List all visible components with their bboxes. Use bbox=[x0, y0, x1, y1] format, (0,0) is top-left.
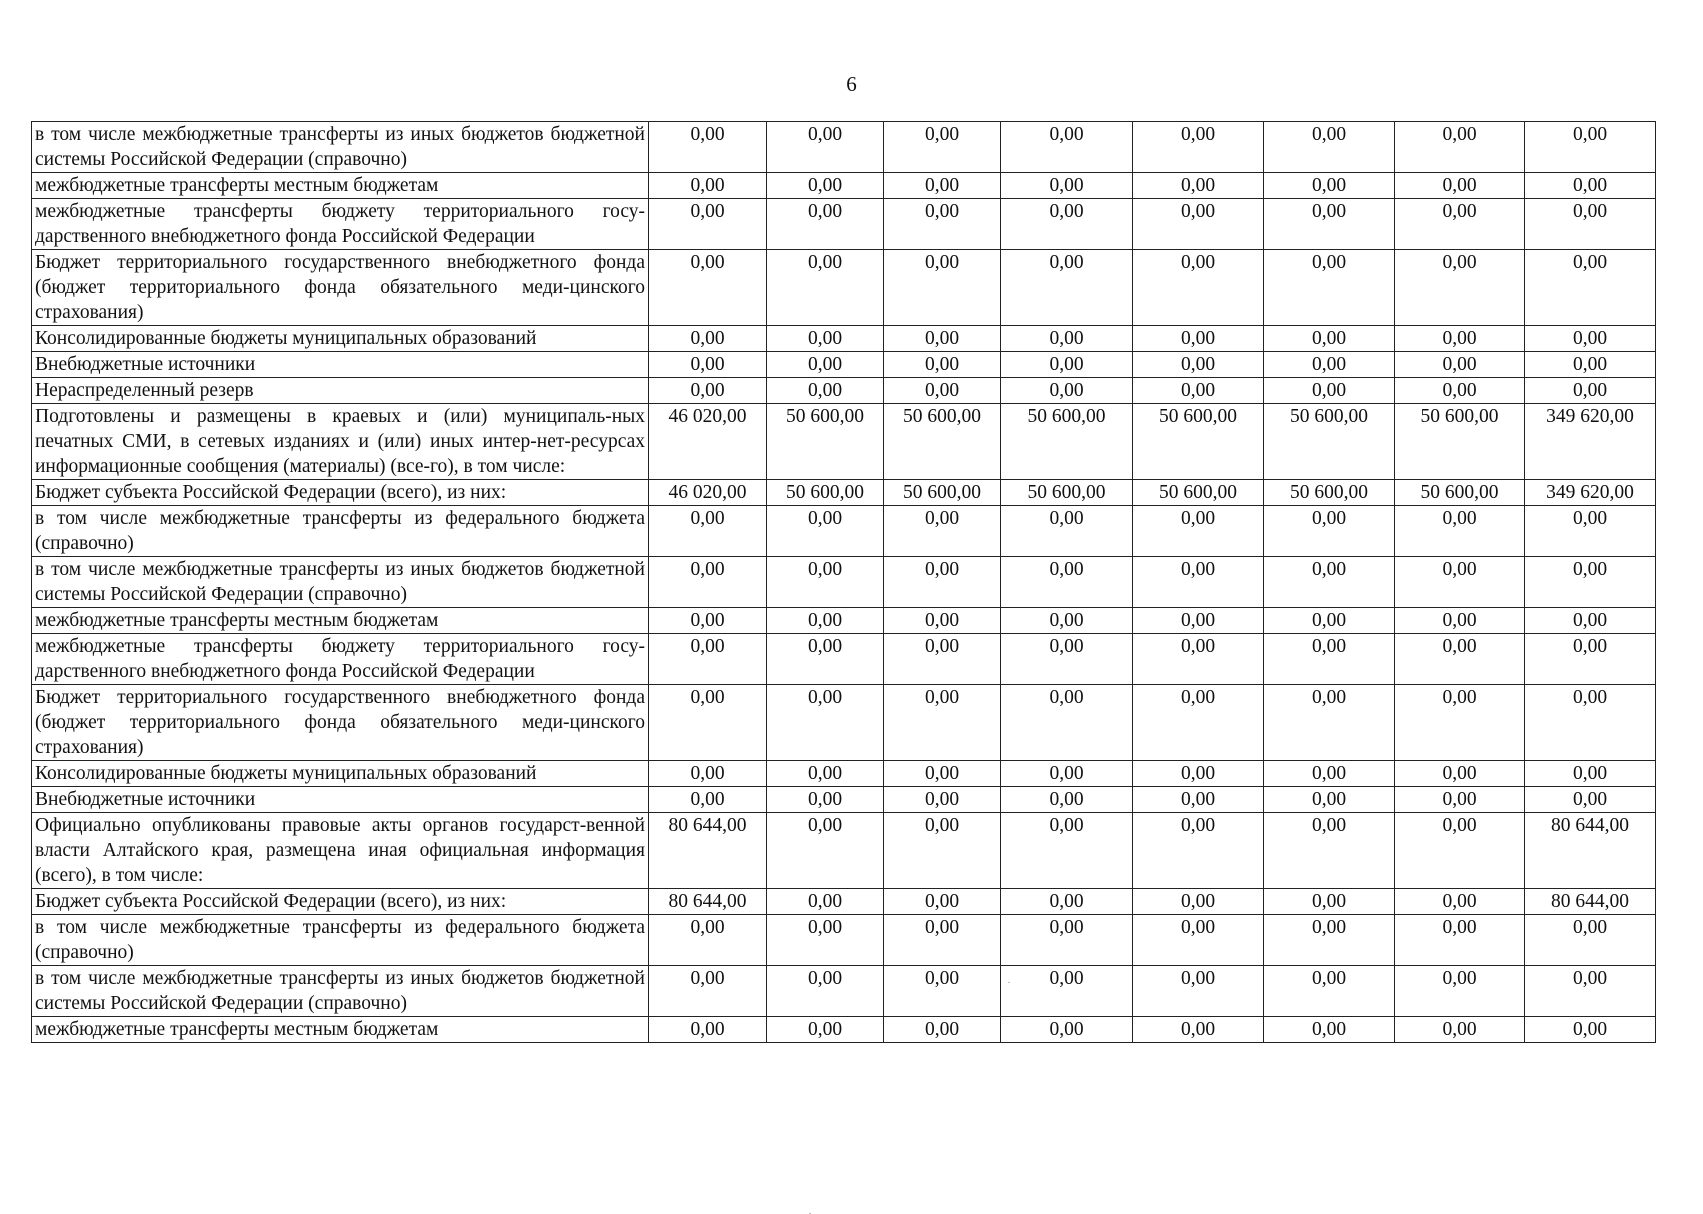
year-value-cell: 0,00 bbox=[1001, 326, 1133, 352]
year-value-cell: 0,00 bbox=[884, 761, 1001, 787]
year-value-cell: 0,00 bbox=[649, 557, 767, 608]
year-value-cell: 0,00 bbox=[1395, 378, 1525, 404]
year-value-cell: 0,00 bbox=[767, 813, 884, 889]
table-row bbox=[32, 685, 1656, 761]
year-value-cell: 0,00 bbox=[1133, 352, 1264, 378]
row-total-cell: 0,00 bbox=[1525, 378, 1656, 404]
year-value-cell: 0,00 bbox=[884, 199, 1001, 250]
row-label: Подготовлены и размещены в краевых и (или) муниципаль-ных печатных СМИ, в сетевых изданиях и (или) иных интер-нет-ресурсах информационные сообщения (материалы) (все-го), в том числе: bbox=[32, 404, 649, 480]
row-label: Официально опубликованы правовые акты органов государст-венной власти Алтайского края, размещена иная официальная информация (всего), в том числе: bbox=[32, 813, 649, 889]
year-value-cell: 0,00 bbox=[1001, 761, 1133, 787]
year-value-cell: 0,00 bbox=[649, 1017, 767, 1043]
year-value-cell: 0,00 bbox=[884, 326, 1001, 352]
year-value-cell: 0,00 bbox=[1001, 557, 1133, 608]
table-row bbox=[32, 761, 1656, 787]
year-value-cell: 0,00 bbox=[1133, 1017, 1264, 1043]
year-value-cell: 0,00 bbox=[884, 889, 1001, 915]
budget-table-body bbox=[32, 122, 1656, 1043]
year-value-cell: 0,00 bbox=[767, 608, 884, 634]
year-value-cell: 50 600,00 bbox=[1001, 404, 1133, 480]
year-value-cell: 0,00 bbox=[1395, 352, 1525, 378]
row-total-cell: 0,00 bbox=[1525, 173, 1656, 199]
year-value-cell: 0,00 bbox=[884, 608, 1001, 634]
row-total-cell: 349 620,00 bbox=[1525, 480, 1656, 506]
year-value-cell: 0,00 bbox=[1395, 173, 1525, 199]
year-value-cell: 0,00 bbox=[767, 634, 884, 685]
year-value-cell: 0,00 bbox=[1264, 608, 1395, 634]
table-row bbox=[32, 378, 1656, 404]
year-value-cell: 0,00 bbox=[1133, 199, 1264, 250]
year-value-cell: 0,00 bbox=[1001, 966, 1133, 1017]
row-label: в том числе межбюджетные трансферты из иных бюджетов бюджетной системы Российской Федерации (справочно) bbox=[32, 122, 649, 173]
year-value-cell: 0,00 bbox=[649, 966, 767, 1017]
table-row bbox=[32, 352, 1656, 378]
year-value-cell: 50 600,00 bbox=[1395, 404, 1525, 480]
year-value-cell: 50 600,00 bbox=[1395, 480, 1525, 506]
year-value-cell: 0,00 bbox=[884, 557, 1001, 608]
year-value-cell: 0,00 bbox=[1395, 1017, 1525, 1043]
year-value-cell: 0,00 bbox=[649, 199, 767, 250]
year-value-cell: 0,00 bbox=[767, 761, 884, 787]
year-value-cell: 0,00 bbox=[767, 966, 884, 1017]
row-label: Бюджет территориального государственного внебюджетного фонда (бюджет территориального фонда обязательного меди-цинского страхования) bbox=[32, 250, 649, 326]
year-value-cell: 0,00 bbox=[1001, 787, 1133, 813]
year-value-cell: 0,00 bbox=[1264, 326, 1395, 352]
year-value-cell: 0,00 bbox=[1001, 250, 1133, 326]
table-row bbox=[32, 787, 1656, 813]
year-value-cell: 0,00 bbox=[1395, 122, 1525, 173]
year-value-cell: 0,00 bbox=[1133, 173, 1264, 199]
year-value-cell: 0,00 bbox=[1264, 685, 1395, 761]
budget-table bbox=[31, 121, 1656, 1043]
year-value-cell: 0,00 bbox=[884, 634, 1001, 685]
row-label: Бюджет субъекта Российской Федерации (всего), из них: bbox=[32, 889, 649, 915]
table-row bbox=[32, 966, 1656, 1017]
table-row bbox=[32, 122, 1656, 173]
table-row bbox=[32, 634, 1656, 685]
year-value-cell: 0,00 bbox=[1001, 352, 1133, 378]
year-value-cell: 0,00 bbox=[649, 685, 767, 761]
row-label: в том числе межбюджетные трансферты из иных бюджетов бюджетной системы Российской Федерации (справочно) bbox=[32, 557, 649, 608]
row-label: Бюджет территориального государственного внебюджетного фонда (бюджет территориального фонда обязательного меди-цинского страхования) bbox=[32, 685, 649, 761]
year-value-cell: 0,00 bbox=[1395, 250, 1525, 326]
year-value-cell: 0,00 bbox=[767, 1017, 884, 1043]
table-row bbox=[32, 506, 1656, 557]
table-row bbox=[32, 404, 1656, 480]
table-row bbox=[32, 1017, 1656, 1043]
year-value-cell: 0,00 bbox=[884, 685, 1001, 761]
row-label: межбюджетные трансферты местным бюджетам bbox=[32, 1017, 649, 1043]
row-total-cell: 0,00 bbox=[1525, 326, 1656, 352]
year-value-cell: 0,00 bbox=[1133, 685, 1264, 761]
year-value-cell: 50 600,00 bbox=[1133, 480, 1264, 506]
year-value-cell: 50 600,00 bbox=[767, 480, 884, 506]
year-value-cell: 0,00 bbox=[767, 685, 884, 761]
year-value-cell: 0,00 bbox=[649, 352, 767, 378]
year-value-cell: 0,00 bbox=[649, 326, 767, 352]
year-value-cell: 0,00 bbox=[1264, 1017, 1395, 1043]
year-value-cell: 0,00 bbox=[767, 787, 884, 813]
row-total-cell: 0,00 bbox=[1525, 634, 1656, 685]
row-total-cell: 0,00 bbox=[1525, 915, 1656, 966]
row-total-cell: 0,00 bbox=[1525, 506, 1656, 557]
row-total-cell: 0,00 bbox=[1525, 199, 1656, 250]
row-total-cell: 0,00 bbox=[1525, 966, 1656, 1017]
year-value-cell: 0,00 bbox=[767, 199, 884, 250]
year-value-cell: 0,00 bbox=[767, 378, 884, 404]
year-value-cell: 0,00 bbox=[1395, 966, 1525, 1017]
year-value-cell: 0,00 bbox=[884, 506, 1001, 557]
row-label: Внебюджетные источники bbox=[32, 352, 649, 378]
row-label: в том числе межбюджетные трансферты из федерального бюджета (справочно) bbox=[32, 915, 649, 966]
year-value-cell: 0,00 bbox=[1395, 761, 1525, 787]
row-total-cell: 0,00 bbox=[1525, 761, 1656, 787]
year-value-cell: 0,00 bbox=[884, 787, 1001, 813]
year-value-cell: 0,00 bbox=[1395, 506, 1525, 557]
year-value-cell: 0,00 bbox=[1001, 685, 1133, 761]
year-value-cell: 0,00 bbox=[1001, 608, 1133, 634]
year-value-cell: 0,00 bbox=[649, 787, 767, 813]
row-total-cell: 0,00 bbox=[1525, 250, 1656, 326]
table-row bbox=[32, 250, 1656, 326]
table-row bbox=[32, 557, 1656, 608]
year-value-cell: 0,00 bbox=[1133, 813, 1264, 889]
year-value-cell: 46 020,00 bbox=[649, 480, 767, 506]
row-total-cell: 0,00 bbox=[1525, 122, 1656, 173]
year-value-cell: 0,00 bbox=[884, 122, 1001, 173]
year-value-cell: 0,00 bbox=[1133, 889, 1264, 915]
year-value-cell: 0,00 bbox=[649, 915, 767, 966]
year-value-cell: 50 600,00 bbox=[1264, 404, 1395, 480]
year-value-cell: 0,00 bbox=[1264, 966, 1395, 1017]
year-value-cell: 0,00 bbox=[1264, 889, 1395, 915]
row-total-cell: 0,00 bbox=[1525, 608, 1656, 634]
year-value-cell: 0,00 bbox=[1133, 506, 1264, 557]
row-total-cell: 349 620,00 bbox=[1525, 404, 1656, 480]
year-value-cell: 50 600,00 bbox=[767, 404, 884, 480]
year-value-cell: 0,00 bbox=[884, 378, 1001, 404]
row-label: межбюджетные трансферты бюджету территориального госу-дарственного внебюджетного фонда Российской Федерации bbox=[32, 634, 649, 685]
page-number: 6 bbox=[846, 72, 857, 96]
year-value-cell: 0,00 bbox=[1264, 506, 1395, 557]
year-value-cell: 0,00 bbox=[1133, 787, 1264, 813]
row-total-cell: 0,00 bbox=[1525, 352, 1656, 378]
table-row bbox=[32, 199, 1656, 250]
row-label: в том числе межбюджетные трансферты из иных бюджетов бюджетной системы Российской Федерации (справочно) bbox=[32, 966, 649, 1017]
table-row bbox=[32, 173, 1656, 199]
year-value-cell: 0,00 bbox=[1395, 326, 1525, 352]
row-label: Внебюджетные источники bbox=[32, 787, 649, 813]
year-value-cell: 0,00 bbox=[1395, 199, 1525, 250]
year-value-cell: 0,00 bbox=[884, 250, 1001, 326]
year-value-cell: 0,00 bbox=[1264, 557, 1395, 608]
row-label: в том числе межбюджетные трансферты из федерального бюджета (справочно) bbox=[32, 506, 649, 557]
year-value-cell: 0,00 bbox=[1001, 199, 1133, 250]
year-value-cell: 0,00 bbox=[649, 608, 767, 634]
year-value-cell: 0,00 bbox=[1133, 378, 1264, 404]
year-value-cell: 0,00 bbox=[767, 889, 884, 915]
row-label: Нераспределенный резерв bbox=[32, 378, 649, 404]
year-value-cell: 0,00 bbox=[649, 506, 767, 557]
year-value-cell: 0,00 bbox=[1264, 634, 1395, 685]
table-row bbox=[32, 915, 1656, 966]
row-total-cell: 80 644,00 bbox=[1525, 889, 1656, 915]
year-value-cell: 0,00 bbox=[1395, 608, 1525, 634]
year-value-cell: 46 020,00 bbox=[649, 404, 767, 480]
year-value-cell: 50 600,00 bbox=[1001, 480, 1133, 506]
year-value-cell: 50 600,00 bbox=[884, 480, 1001, 506]
year-value-cell: 0,00 bbox=[1395, 889, 1525, 915]
year-value-cell: 0,00 bbox=[1133, 250, 1264, 326]
year-value-cell: 0,00 bbox=[649, 173, 767, 199]
year-value-cell: 0,00 bbox=[1264, 173, 1395, 199]
year-value-cell: 0,00 bbox=[884, 813, 1001, 889]
table-row bbox=[32, 608, 1656, 634]
row-label: Консолидированные бюджеты муниципальных образований bbox=[32, 326, 649, 352]
year-value-cell: 0,00 bbox=[1264, 352, 1395, 378]
year-value-cell: 0,00 bbox=[767, 915, 884, 966]
table-row bbox=[32, 326, 1656, 352]
year-value-cell: 0,00 bbox=[884, 352, 1001, 378]
year-value-cell: 0,00 bbox=[1133, 326, 1264, 352]
row-total-cell: 0,00 bbox=[1525, 685, 1656, 761]
table-row bbox=[32, 813, 1656, 889]
year-value-cell: 0,00 bbox=[1001, 173, 1133, 199]
table-row bbox=[32, 889, 1656, 915]
year-value-cell: 0,00 bbox=[1001, 1017, 1133, 1043]
year-value-cell: 0,00 bbox=[884, 1017, 1001, 1043]
row-label: Консолидированные бюджеты муниципальных образований bbox=[32, 761, 649, 787]
year-value-cell: 0,00 bbox=[1133, 634, 1264, 685]
year-value-cell: 0,00 bbox=[649, 378, 767, 404]
year-value-cell: 0,00 bbox=[767, 506, 884, 557]
year-value-cell: 0,00 bbox=[767, 250, 884, 326]
year-value-cell: 0,00 bbox=[1264, 122, 1395, 173]
year-value-cell: 0,00 bbox=[1395, 557, 1525, 608]
year-value-cell: 0,00 bbox=[1264, 250, 1395, 326]
year-value-cell: 0,00 bbox=[884, 173, 1001, 199]
year-value-cell: 80 644,00 bbox=[649, 889, 767, 915]
row-label: межбюджетные трансферты местным бюджетам bbox=[32, 608, 649, 634]
year-value-cell: 0,00 bbox=[1133, 915, 1264, 966]
year-value-cell: 0,00 bbox=[1395, 813, 1525, 889]
year-value-cell: 0,00 bbox=[1001, 915, 1133, 966]
year-value-cell: 50 600,00 bbox=[1264, 480, 1395, 506]
year-value-cell: 0,00 bbox=[1001, 813, 1133, 889]
row-label: Бюджет субъекта Российской Федерации (всего), из них: bbox=[32, 480, 649, 506]
table-row bbox=[32, 480, 1656, 506]
year-value-cell: 0,00 bbox=[884, 966, 1001, 1017]
year-value-cell: 0,00 bbox=[1264, 378, 1395, 404]
row-total-cell: 0,00 bbox=[1525, 1017, 1656, 1043]
year-value-cell: 0,00 bbox=[1395, 787, 1525, 813]
year-value-cell: 0,00 bbox=[1264, 787, 1395, 813]
row-total-cell: 0,00 bbox=[1525, 557, 1656, 608]
year-value-cell: 0,00 bbox=[1001, 889, 1133, 915]
year-value-cell: 0,00 bbox=[1133, 761, 1264, 787]
year-value-cell: 0,00 bbox=[1133, 608, 1264, 634]
row-total-cell: 80 644,00 bbox=[1525, 813, 1656, 889]
year-value-cell: 0,00 bbox=[1264, 761, 1395, 787]
year-value-cell: 0,00 bbox=[767, 122, 884, 173]
year-value-cell: 0,00 bbox=[649, 634, 767, 685]
year-value-cell: 0,00 bbox=[1264, 915, 1395, 966]
year-value-cell: 0,00 bbox=[1133, 966, 1264, 1017]
year-value-cell: 0,00 bbox=[1133, 557, 1264, 608]
year-value-cell: 0,00 bbox=[767, 326, 884, 352]
year-value-cell: 0,00 bbox=[884, 915, 1001, 966]
year-value-cell: 0,00 bbox=[1001, 506, 1133, 557]
year-value-cell: 0,00 bbox=[1395, 685, 1525, 761]
year-value-cell: 0,00 bbox=[649, 250, 767, 326]
row-label: межбюджетные трансферты местным бюджетам bbox=[32, 173, 649, 199]
year-value-cell: 50 600,00 bbox=[884, 404, 1001, 480]
year-value-cell: 0,00 bbox=[767, 173, 884, 199]
year-value-cell: 0,00 bbox=[767, 557, 884, 608]
year-value-cell: 0,00 bbox=[649, 122, 767, 173]
year-value-cell: 0,00 bbox=[1001, 378, 1133, 404]
year-value-cell: 0,00 bbox=[1264, 813, 1395, 889]
row-label: межбюджетные трансферты бюджету территориального госу-дарственного внебюджетного фонда Российской Федерации bbox=[32, 199, 649, 250]
year-value-cell: 0,00 bbox=[1001, 634, 1133, 685]
year-value-cell: 50 600,00 bbox=[1133, 404, 1264, 480]
row-total-cell: 0,00 bbox=[1525, 787, 1656, 813]
year-value-cell: 0,00 bbox=[649, 761, 767, 787]
year-value-cell: 0,00 bbox=[1001, 122, 1133, 173]
year-value-cell: 0,00 bbox=[767, 352, 884, 378]
year-value-cell: 0,00 bbox=[1395, 634, 1525, 685]
year-value-cell: 0,00 bbox=[1264, 199, 1395, 250]
year-value-cell: 0,00 bbox=[1133, 122, 1264, 173]
year-value-cell: 80 644,00 bbox=[649, 813, 767, 889]
year-value-cell: 0,00 bbox=[1395, 915, 1525, 966]
